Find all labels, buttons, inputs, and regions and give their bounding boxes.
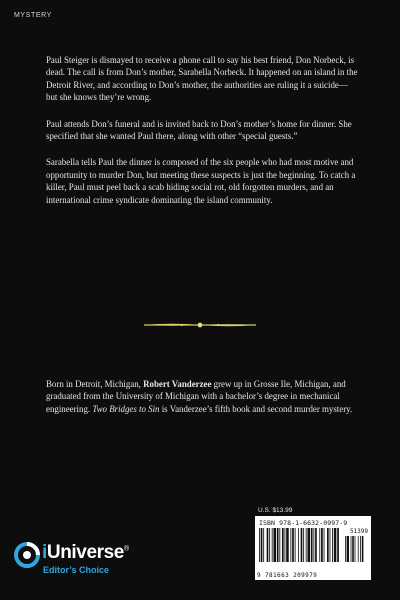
blurb-paragraph-2: Paul attends Don’s funeral and is invited back to Don’s mother’s home for dinner. She specified that she wanted Paul there, along with other “special guests.” — [46, 118, 352, 142]
barcode-digits: 9 781663 209979 — [257, 572, 318, 579]
isbn-barcode — [255, 516, 371, 580]
book-blurb — [46, 54, 358, 220]
bio-text-2: grew up in Grosse Ile, Michigan, and graduated from the University of Michigan with a bachelor’s degree in mechanical engineering. — [46, 379, 346, 414]
genre-label: MYSTERY — [14, 12, 52, 19]
book-title: Two Bridges to Sin — [92, 403, 160, 414]
price-label: U.S. $13.99 — [258, 507, 293, 514]
price-add-on-code: 51399 — [349, 528, 368, 535]
ornamental-divider — [142, 320, 258, 330]
isbn-number: ISBN 978-1-6632-0997-9 — [259, 519, 348, 527]
blurb-paragraph-3: Sarabella tells Paul the dinner is composed of the six people who had most motive and opportunity to murder Don, but meeting these suspects is just the beginning. To catch a killer, Paul must peel back a scab hiding social rot, old forgotten murders, and an international crime syndicate dominating the island community. — [46, 157, 356, 205]
blurb-paragraph-1: Paul Steiger is dismayed to receive a phone call to say his best friend, Don Norbeck, is dead. The call is from Don’s mother, Sarabella Norbeck. It happened on an island in the Detroit River, and according to Don’s mother, the authorities are ruling it a suicide—but she knows they’re wrong. — [46, 55, 358, 103]
logo-wordmark — [42, 542, 129, 564]
registered-mark: ® — [123, 545, 129, 553]
iuniverse-swirl-icon — [14, 542, 40, 568]
logo-i: i — [42, 542, 47, 563]
iuniverse-logo — [14, 540, 194, 584]
logo-tagline: Editor’s Choice — [43, 565, 110, 575]
bio-text-3: is Vanderzee’s fifth book and second murder mystery. — [159, 403, 353, 414]
logo-name-rest: Universe — [46, 542, 124, 563]
author-bio — [46, 378, 358, 415]
author-name: Robert Vanderzee — [143, 379, 212, 389]
bio-text-1: Born in Detroit, Michigan, — [46, 379, 144, 389]
